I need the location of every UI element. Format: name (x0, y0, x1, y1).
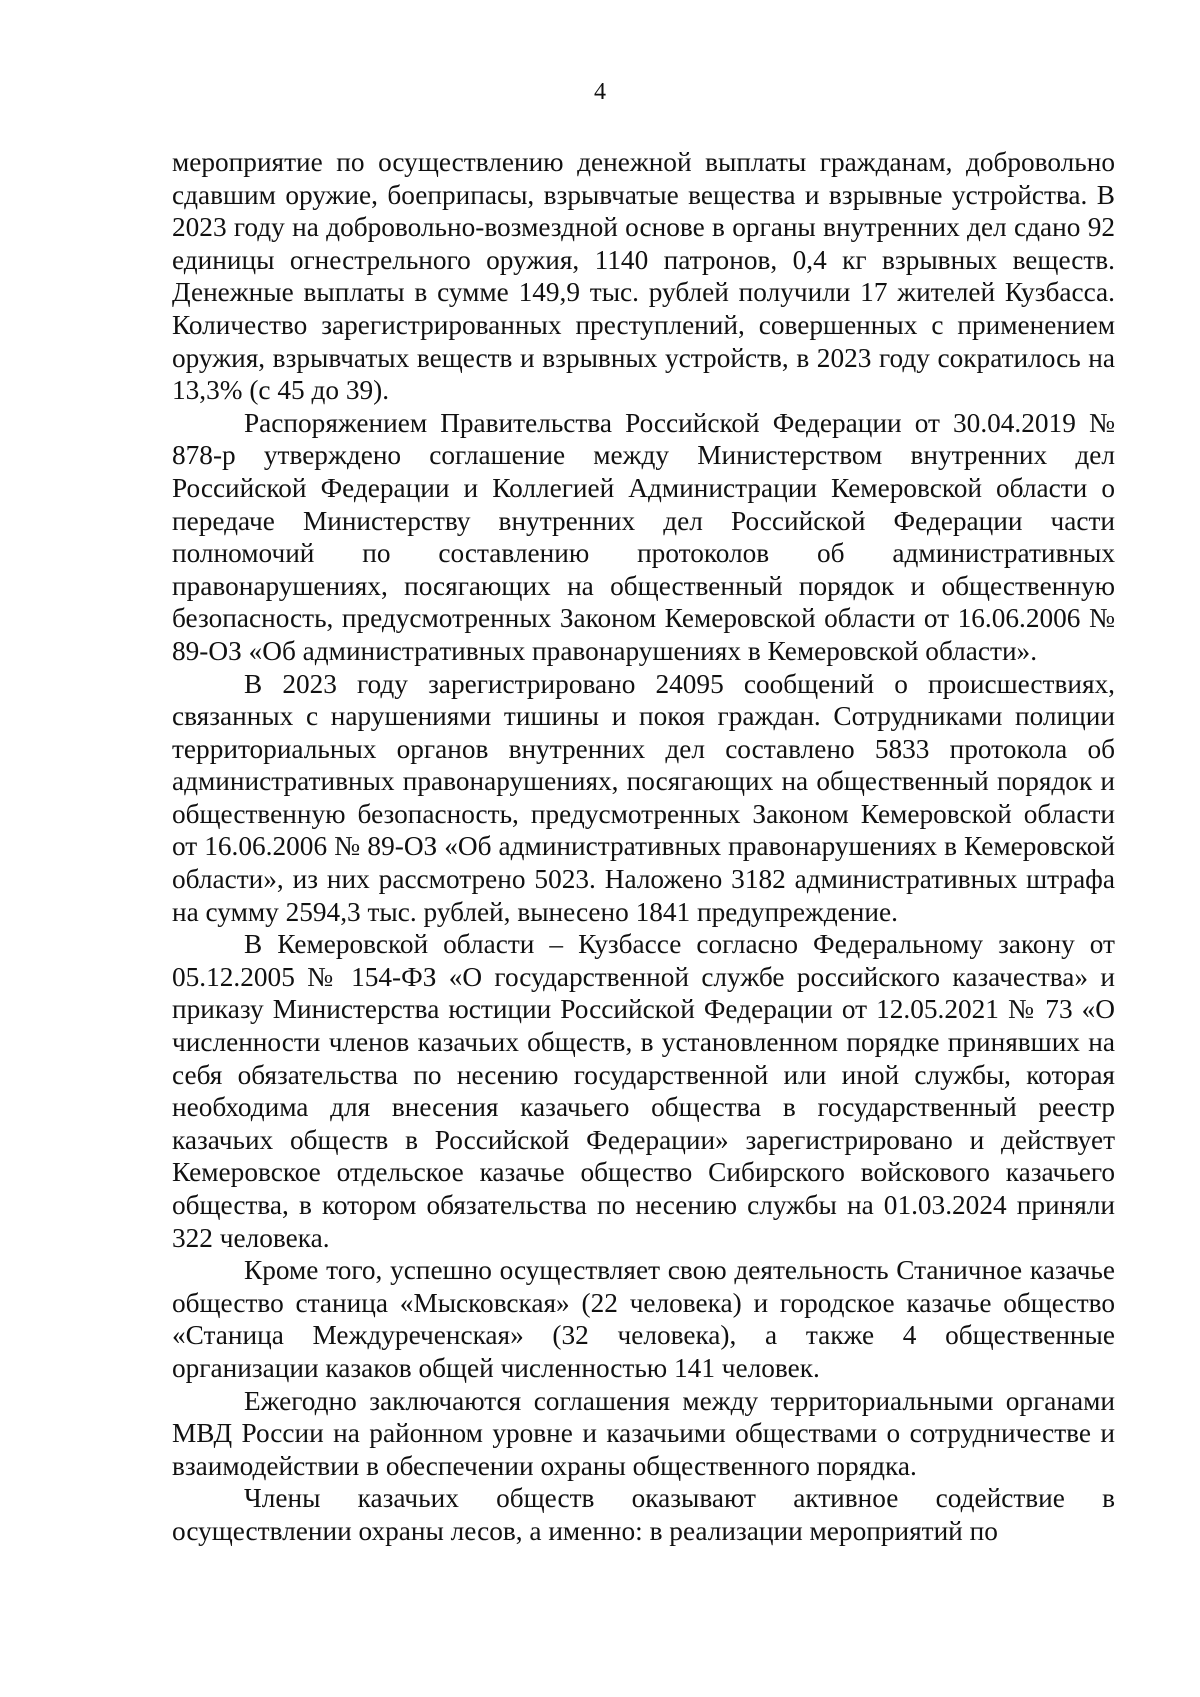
page-number: 4 (594, 79, 606, 105)
paragraph-cossack-service: В Кемеровской области – Кузбассе согласно Федеральному закону от 05.12.2005 № 154-ФЗ «О государственной службе российского казачества» и приказу Министерства юстиции Российской Федерации от 12.05.2021 № 73 «О численности членов казачьих обществ, в установленном порядке принявших на себя обязательства по несению государственной или иной службы, которая необходима для внесения казачьего общества в государственный реестр казачьих обществ в Российской Федерации» зарегистрировано и действует Кемеровское отдельское казачье общество Сибирского войскового казачьего общества, в котором обязательства по несению службы на 01.03.2024 приняли 322 человека. (172, 929, 1115, 1253)
paragraph-government-order: Распоряжением Правительства Российской Федерации от 30.04.2019 № 878-р утверждено соглашение между Министерством внутренних дел Российской Федерации и Коллегией Администрации Кемеровской области о передаче Министерству внутренних дел Российской Федерации части полномочий по составлению протоколов об административных правонарушениях, посягающих на общественный порядок и общественную безопасность, предусмотренных Законом Кемеровской области от 16.06.2006 № 89-ОЗ «Об административных правонарушениях в Кемеровской области». (172, 407, 1115, 666)
paragraph-forest-protection: Члены казачьих обществ оказывают активное содействие в осуществлении охраны лесов, а именно: в реализации мероприятий по (172, 1483, 1115, 1546)
paragraph-cossack-societies: Кроме того, успешно осуществляет свою деятельность Станичное казачье общество станица «Мысковская» (22 человека) и городское казачье общество «Станица Междуреченская» (32 человека), а также 4 общественные организации казаков общей численностью 141 человек. (172, 1255, 1115, 1383)
paragraph-agreements: Ежегодно заключаются соглашения между территориальными органами МВД России на районном уровне и казачьими обществами о сотрудничестве и взаимодействии в обеспечении охраны общественного порядка. (172, 1385, 1115, 1481)
document-body (172, 146, 1115, 1548)
paragraph-weapons-buyback: мероприятие по осуществлению денежной выплаты гражданам, добровольно сдавшим оружие, боеприпасы, взрывчатые вещества и взрывные устройства. В 2023 году на добровольно-возмездной основе в органы внутренних дел сдано 92 единицы огнестрельного оружия, 1140 патронов, 0,4 кг взрывных веществ. Денежные выплаты в сумме 149,9 тыс. рублей получили 17 жителей Кузбасса. Количество зарегистрированных преступлений, совершенных с применением оружия, взрывчатых веществ и взрывных устройств, в 2023 году сократилось на 13,3% (с 45 до 39). (172, 147, 1115, 406)
paragraph-silence-violations: В 2023 году зарегистрировано 24095 сообщений о происшествиях, связанных с нарушениями тишины и покоя граждан. Сотрудниками полиции территориальных органов внутренних дел составлено 5833 протокола об административных правонарушениях, посягающих на общественный порядок и общественную безопасность, предусмотренных Законом Кемеровской области от 16.06.2006 № 89-ОЗ «Об административных правонарушениях в Кемеровской области», из них рассмотрено 5023. Наложено 3182 административных штрафа на сумму 2594,3 тыс. рублей, вынесено 1841 предупреждение. (172, 668, 1115, 927)
